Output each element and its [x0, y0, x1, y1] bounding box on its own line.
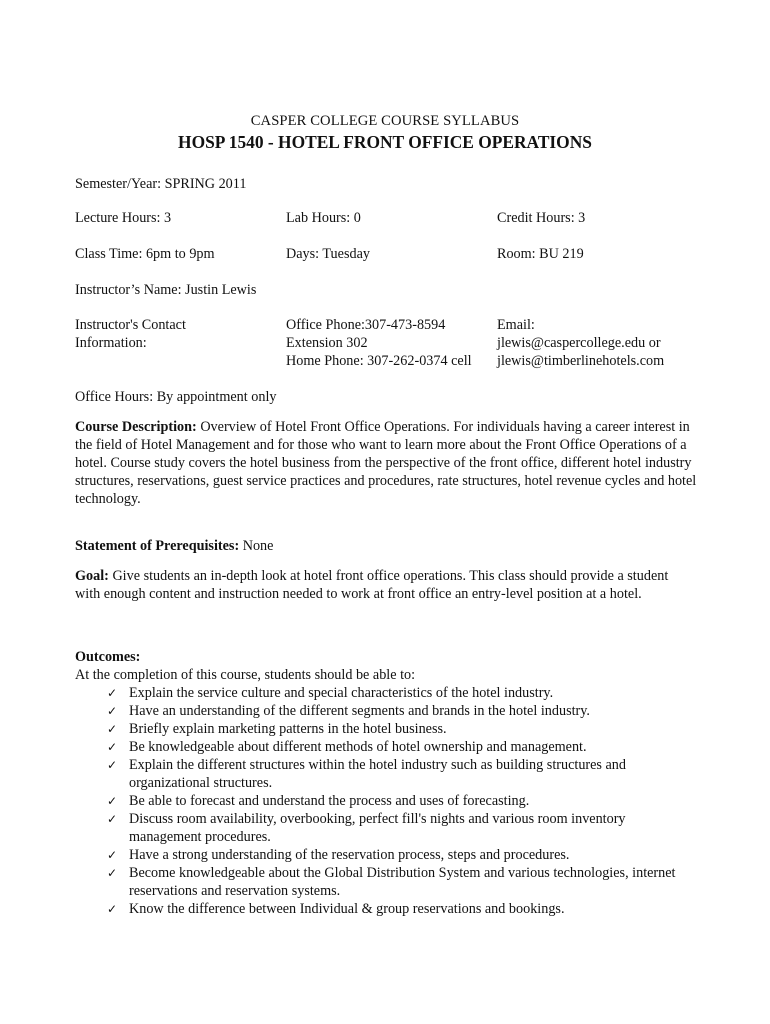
- outcome-item: ✓ Discuss room availability, overbooking, perfect fill's nights and various room inventory management procedures.: [107, 811, 626, 845]
- goal-text: Give students an in-depth look at hotel front office operations. This class should provide a student with enough content and instruction needed to work at front office an entry-level position at a hotel.: [75, 568, 669, 602]
- outcomes-intro: At the completion of this course, students should be able to:: [75, 667, 416, 683]
- lab-hours: Lab Hours: 0: [286, 210, 361, 226]
- outcome-item: ✓ Know the difference between Individual & group reservations and bookings.: [107, 901, 565, 917]
- course-title: HOSP 1540 - HOTEL FRONT OFFICE OPERATIONS: [178, 132, 592, 152]
- semester-year: Semester/Year: SPRING 2011: [75, 176, 247, 192]
- office-hours: Office Hours: By appointment only: [75, 389, 277, 405]
- checkmark-icon: ✓: [107, 722, 118, 736]
- email-college: jlewis@caspercollege.edu or: [497, 335, 661, 351]
- course-description: [75, 418, 697, 508]
- outcome-item: ✓ Briefly explain marketing patterns in the hotel business.: [107, 721, 447, 737]
- checkmark-icon: ✓: [107, 758, 118, 772]
- contact-label-line2: Information:: [75, 335, 147, 351]
- outcomes-list: [75, 684, 695, 918]
- course-description-text: Overview of Hotel Front Office Operations. For individuals having a career interest in the field of Hotel Management and for those who want to learn more about the Front Office Operations of a hotel. Course study covers the hotel business from the perspective of the front office, different hotel industry structures, reservations, guest service practices and procedures, rate structures, hotel revenue cycles and hotel technology.: [75, 419, 697, 507]
- goal: [75, 567, 697, 603]
- outcome-item: ✓ Have an understanding of the different segments and brands in the hotel industry.: [107, 703, 590, 719]
- outcomes-title: Outcomes:: [75, 649, 141, 665]
- lecture-hours: Lecture Hours: 3: [75, 210, 172, 226]
- office-phone: Office Phone:307-473-8594: [286, 317, 446, 333]
- checkmark-icon: ✓: [107, 902, 118, 916]
- checkmark-icon: ✓: [107, 740, 118, 754]
- document-header: CASPER COLLEGE COURSE SYLLABUS: [250, 113, 520, 129]
- outcome-item: ✓ Be able to forecast and understand the process and uses of forecasting.: [107, 793, 530, 809]
- email-timberline: jlewis@timberlinehotels.com: [497, 353, 665, 369]
- room: Room: BU 219: [497, 246, 584, 262]
- outcome-item: ✓ Explain the service culture and special characteristics of the hotel industry.: [107, 685, 554, 701]
- class-time: Class Time: 6pm to 9pm: [75, 246, 215, 262]
- course-description-label: Course Description:: [75, 419, 197, 435]
- prerequisites: [75, 537, 697, 555]
- checkmark-icon: ✓: [107, 866, 118, 880]
- outcomes-section: [75, 648, 695, 918]
- outcome-item: ✓ Explain the different structures within the hotel industry such as building structures and organizational structures.: [107, 757, 626, 791]
- outcome-item: ✓ Be knowledgeable about different methods of hotel ownership and management.: [107, 739, 587, 755]
- checkmark-icon: ✓: [107, 812, 118, 826]
- home-phone: Home Phone: 307-262-0374 cell: [286, 353, 472, 369]
- checkmark-icon: ✓: [107, 794, 118, 808]
- email-label: Email:: [497, 317, 535, 333]
- checkmark-icon: ✓: [107, 704, 118, 718]
- checkmark-icon: ✓: [107, 686, 118, 700]
- credit-hours: Credit Hours: 3: [497, 210, 586, 226]
- class-days: Days: Tuesday: [286, 246, 370, 262]
- outcome-item: ✓ Have a strong understanding of the reservation process, steps and procedures.: [107, 847, 570, 863]
- prerequisites-text: None: [239, 538, 274, 554]
- checkmark-icon: ✓: [107, 848, 118, 862]
- prerequisites-label: Statement of Prerequisites:: [75, 538, 240, 554]
- instructor-name: Instructor’s Name: Justin Lewis: [75, 282, 257, 298]
- outcome-item: ✓ Become knowledgeable about the Global Distribution System and various technologies, internet reservations and reservation systems.: [107, 865, 676, 899]
- goal-label: Goal:: [75, 568, 109, 584]
- contact-label-line1: Instructor's Contact: [75, 317, 186, 333]
- phone-extension: Extension 302: [286, 335, 368, 351]
